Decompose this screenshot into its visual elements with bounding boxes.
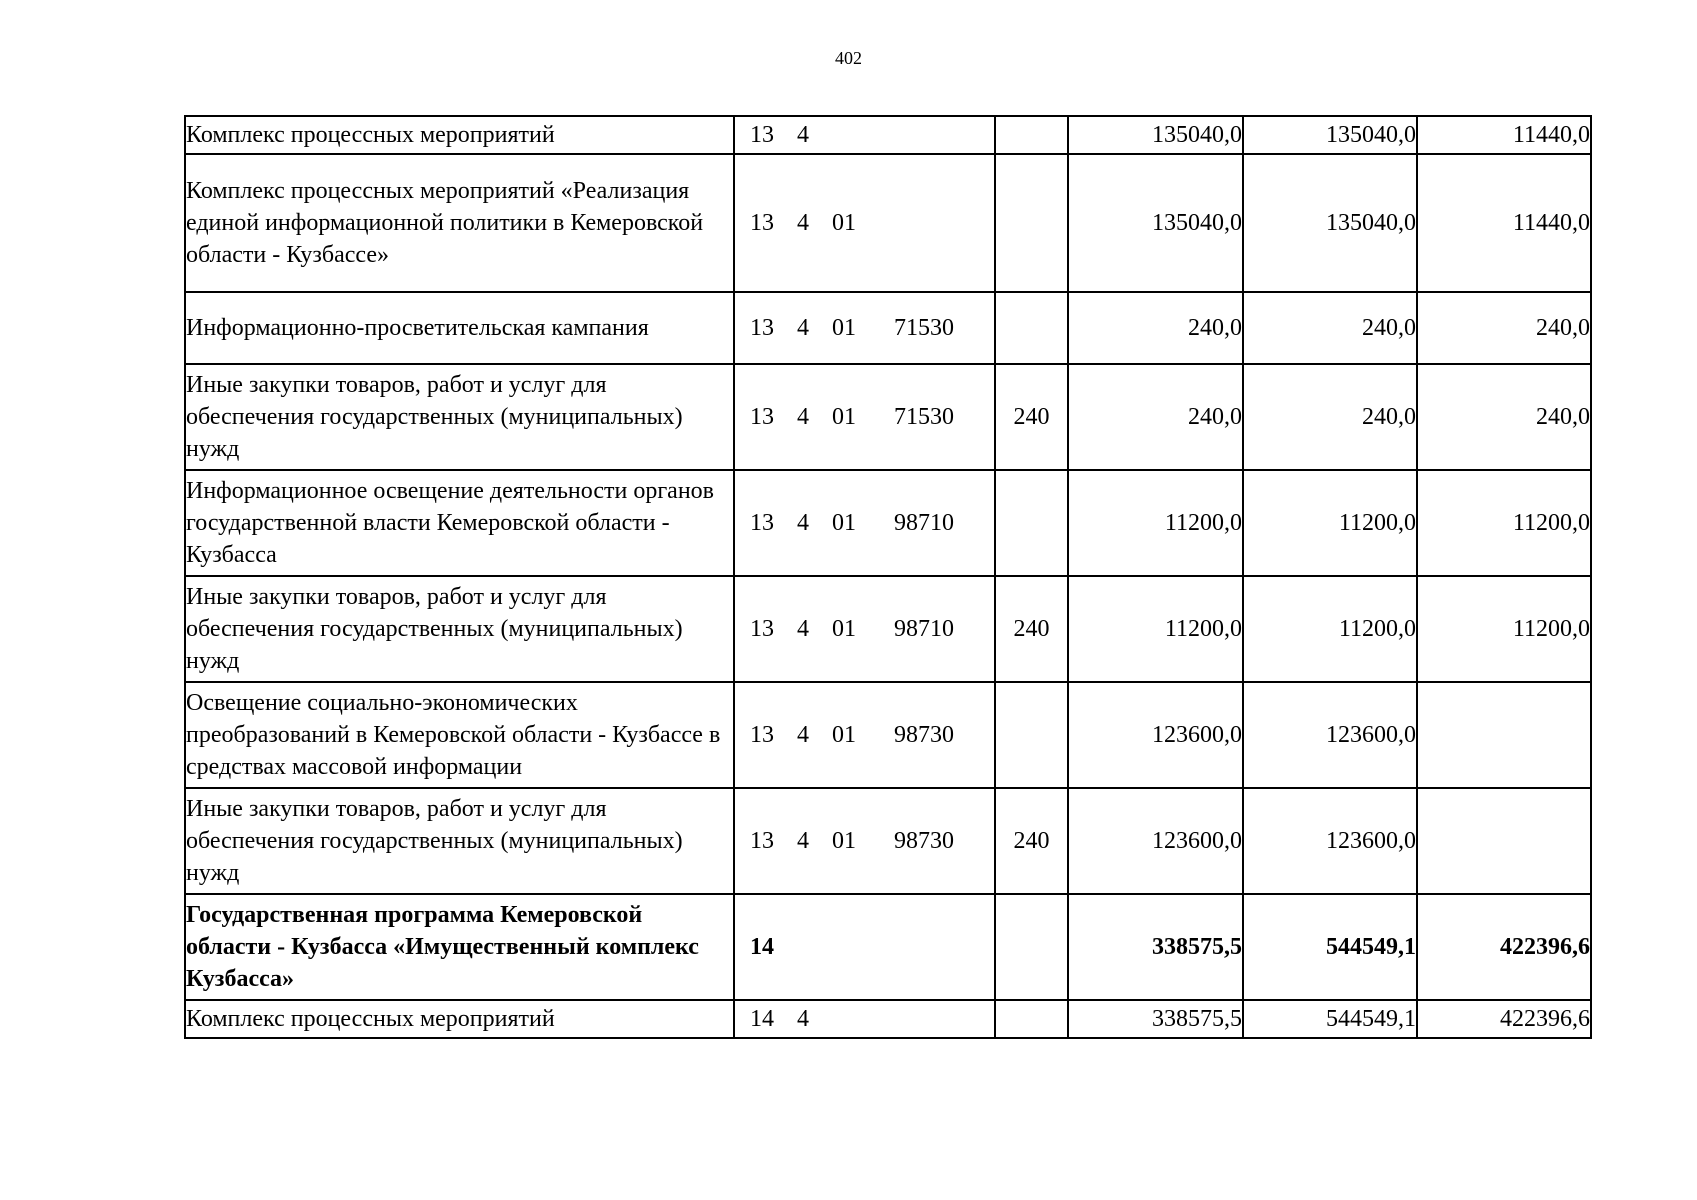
table-row — [185, 154, 1591, 292]
row-value-2: 123600,0 — [1243, 682, 1417, 788]
row-name: Комплекс процессных мероприятий — [185, 116, 734, 154]
code-subprogram: 01 — [832, 722, 856, 748]
table-row — [185, 576, 1591, 682]
row-value-3: 11200,0 — [1417, 576, 1591, 682]
table-row — [185, 682, 1591, 788]
row-value-3: 422396,6 — [1417, 1000, 1591, 1038]
row-value-1: 240,0 — [1068, 364, 1243, 470]
code-subprogram: 01 — [832, 616, 856, 642]
code-program: 4 — [797, 404, 809, 430]
code-section: 13 — [750, 210, 774, 236]
table-row — [185, 894, 1591, 1000]
row-value-1: 338575,5 — [1068, 894, 1243, 1000]
row-value-1: 11200,0 — [1068, 576, 1243, 682]
table-row — [185, 470, 1591, 576]
row-value-2: 123600,0 — [1243, 788, 1417, 894]
row-value-1: 123600,0 — [1068, 682, 1243, 788]
code-section: 14 — [750, 934, 774, 960]
table-row — [185, 292, 1591, 364]
code-section: 13 — [750, 828, 774, 854]
row-value-3: 240,0 — [1417, 364, 1591, 470]
row-value-3: 11440,0 — [1417, 154, 1591, 292]
code-section: 13 — [750, 404, 774, 430]
row-expense-type: 240 — [995, 576, 1068, 682]
row-codes — [734, 1000, 995, 1038]
code-direction: 98730 — [894, 828, 954, 854]
code-subprogram: 01 — [832, 210, 856, 236]
row-expense-type — [995, 116, 1068, 154]
code-section: 13 — [750, 510, 774, 536]
budget-table — [184, 115, 1592, 1039]
row-value-2: 135040,0 — [1243, 116, 1417, 154]
table-row — [185, 788, 1591, 894]
row-value-3 — [1417, 682, 1591, 788]
row-codes — [734, 116, 995, 154]
budget-table-body — [185, 116, 1591, 1038]
row-value-3: 422396,6 — [1417, 894, 1591, 1000]
code-program: 4 — [797, 315, 809, 341]
row-name: Государственная программа Кемеровской области - Кузбасса «Имущественный комплекс Кузбасса» — [185, 894, 734, 1000]
page-number: 402 — [835, 48, 862, 68]
code-program: 4 — [797, 1006, 809, 1032]
row-expense-type: 240 — [995, 788, 1068, 894]
row-name: Иные закупки товаров, работ и услуг для обеспечения государственных (муниципальных) нужд — [185, 364, 734, 470]
code-section: 13 — [750, 122, 774, 148]
row-name: Освещение социально-экономических преобразований в Кемеровской области - Кузбассе в средствах массовой информации — [185, 682, 734, 788]
row-codes — [734, 788, 995, 894]
code-section: 13 — [750, 315, 774, 341]
row-expense-type — [995, 682, 1068, 788]
row-value-3: 11440,0 — [1417, 116, 1591, 154]
row-expense-type — [995, 894, 1068, 1000]
row-expense-type — [995, 1000, 1068, 1038]
row-value-1: 135040,0 — [1068, 116, 1243, 154]
row-value-1: 11200,0 — [1068, 470, 1243, 576]
row-codes — [734, 470, 995, 576]
row-value-2: 135040,0 — [1243, 154, 1417, 292]
row-value-2: 544549,1 — [1243, 894, 1417, 1000]
row-value-3: 11200,0 — [1417, 470, 1591, 576]
row-value-1: 240,0 — [1068, 292, 1243, 364]
code-section: 13 — [750, 616, 774, 642]
row-codes — [734, 682, 995, 788]
table-row — [185, 116, 1591, 154]
row-name: Комплекс процессных мероприятий «Реализация единой информационной политики в Кемеровской области - Кузбассе» — [185, 154, 734, 292]
code-program: 4 — [797, 122, 809, 148]
code-program: 4 — [797, 510, 809, 536]
row-name: Информационное освещение деятельности органов государственной власти Кемеровской области - Кузбасса — [185, 470, 734, 576]
row-expense-type: 240 — [995, 364, 1068, 470]
code-direction: 98710 — [894, 510, 954, 536]
row-codes — [734, 894, 995, 1000]
code-section: 13 — [750, 722, 774, 748]
row-value-3: 240,0 — [1417, 292, 1591, 364]
row-codes — [734, 364, 995, 470]
row-value-3 — [1417, 788, 1591, 894]
row-value-2: 11200,0 — [1243, 576, 1417, 682]
code-program: 4 — [797, 210, 809, 236]
row-expense-type — [995, 470, 1068, 576]
row-expense-type — [995, 154, 1068, 292]
code-direction: 71530 — [894, 315, 954, 341]
code-program: 4 — [797, 828, 809, 854]
code-direction: 71530 — [894, 404, 954, 430]
row-value-1: 123600,0 — [1068, 788, 1243, 894]
table-row — [185, 364, 1591, 470]
row-value-2: 544549,1 — [1243, 1000, 1417, 1038]
row-value-1: 135040,0 — [1068, 154, 1243, 292]
table-row — [185, 1000, 1591, 1038]
code-subprogram: 01 — [832, 828, 856, 854]
code-subprogram: 01 — [832, 315, 856, 341]
row-value-2: 11200,0 — [1243, 470, 1417, 576]
code-direction: 98730 — [894, 722, 954, 748]
row-name: Комплекс процессных мероприятий — [185, 1000, 734, 1038]
code-direction: 98710 — [894, 616, 954, 642]
row-codes — [734, 292, 995, 364]
code-program: 4 — [797, 722, 809, 748]
row-expense-type — [995, 292, 1068, 364]
code-program: 4 — [797, 616, 809, 642]
row-name: Информационно-просветительская кампания — [185, 292, 734, 364]
code-subprogram: 01 — [832, 404, 856, 430]
row-name: Иные закупки товаров, работ и услуг для обеспечения государственных (муниципальных) нужд — [185, 576, 734, 682]
row-value-2: 240,0 — [1243, 292, 1417, 364]
row-name: Иные закупки товаров, работ и услуг для обеспечения государственных (муниципальных) нужд — [185, 788, 734, 894]
row-codes — [734, 576, 995, 682]
row-value-2: 240,0 — [1243, 364, 1417, 470]
row-codes — [734, 154, 995, 292]
code-subprogram: 01 — [832, 510, 856, 536]
code-section: 14 — [750, 1006, 774, 1032]
row-value-1: 338575,5 — [1068, 1000, 1243, 1038]
